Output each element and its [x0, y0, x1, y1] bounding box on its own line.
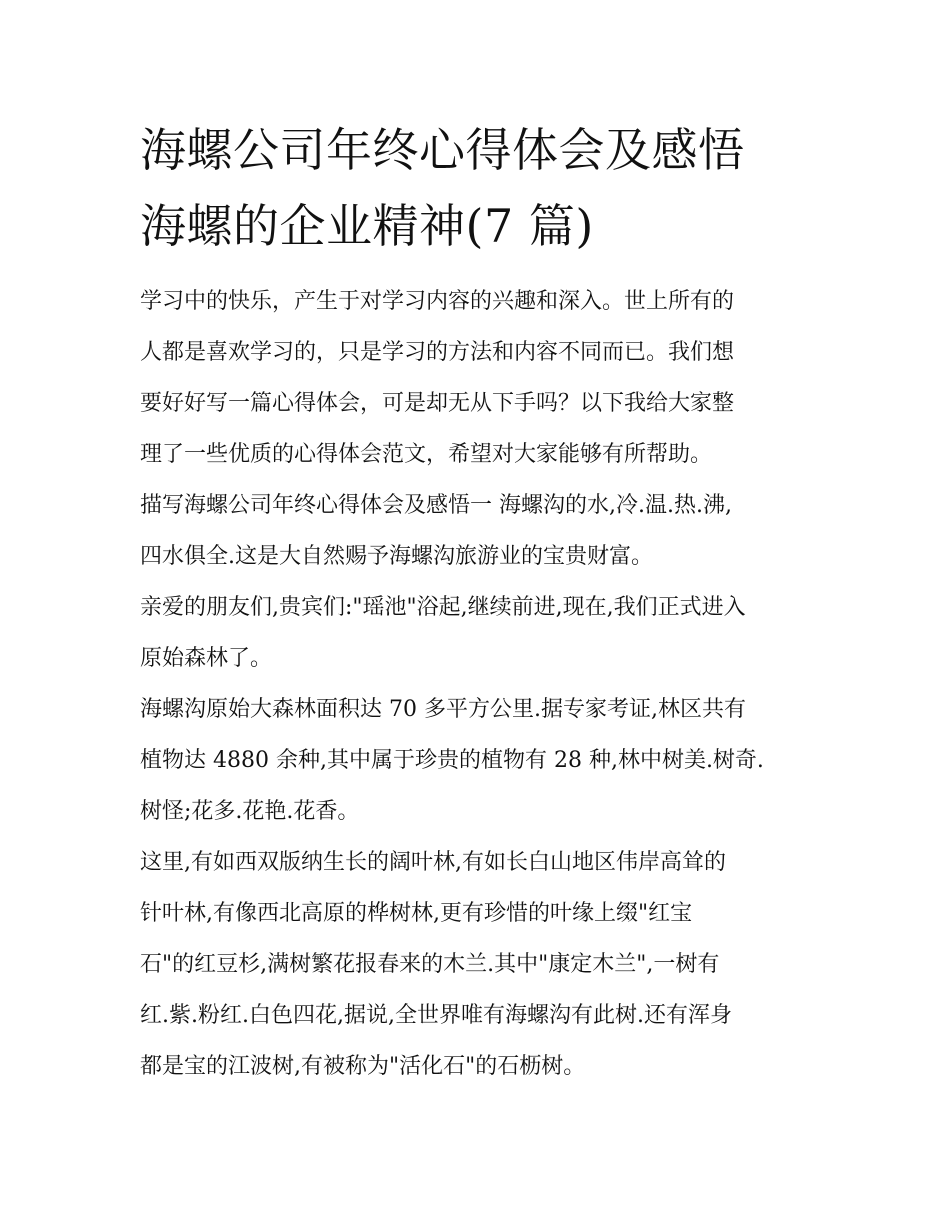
text-line: 红.紫.粉红.白色四花,据说,全世界唯有海螺沟有此树.还有浑身 [140, 1003, 732, 1028]
title-line: 海螺的企业精神(7 篇) [140, 199, 594, 253]
text-line: 植物达 4880 余种,其中属于珍贵的植物有 28 种,林中树美.树奇. [140, 748, 764, 773]
text-line: 四水俱全.这是大自然赐予海螺沟旅游业的宝贵财富。 [140, 544, 653, 569]
text-line: 要好好写一篇心得体会，可是却无从下手吗？以下我给大家整 [140, 391, 735, 416]
text-line: 原始森林了。 [140, 646, 273, 671]
text-line: 这里,有如西双版纳生长的阔叶林,有如长白山地区伟岸高耸的 [140, 850, 726, 875]
text-line: 理了一些优质的心得体会范文，希望对大家能够有所帮助。 [140, 442, 713, 467]
text-line: 石"的红豆杉,满树繁花报春来的木兰.其中"康定木兰",一树有 [140, 952, 720, 977]
text-line: 描写海螺公司年终心得体会及感悟一 海螺沟的水,冷.温.热.沸, [140, 493, 732, 518]
text-line: 亲爱的朋友们,贵宾们:"瑶池"浴起,继续前进,现在,我们正式进入 [140, 595, 746, 620]
text-line: 树怪;花多.花艳.花香。 [140, 799, 360, 824]
text-line: 海螺沟原始大森林面积达 70 多平方公里.据专家考证,林区共有 [140, 697, 746, 722]
document-body [140, 276, 820, 1092]
text-line: 学习中的快乐，产生于对学习内容的兴趣和深入。世上所有的 [140, 289, 735, 314]
document-title [140, 112, 820, 264]
text-line: 都是宝的江波树,有被称为"活化石"的石枥树。 [140, 1054, 586, 1079]
text-line: 人都是喜欢学习的，只是学习的方法和内容不同而已。我们想 [140, 340, 735, 365]
title-line: 海螺公司年终心得体会及感悟 [140, 123, 745, 177]
text-line: 针叶林,有像西北高原的桦树林,更有珍惜的叶缘上缀"红宝 [140, 901, 693, 926]
